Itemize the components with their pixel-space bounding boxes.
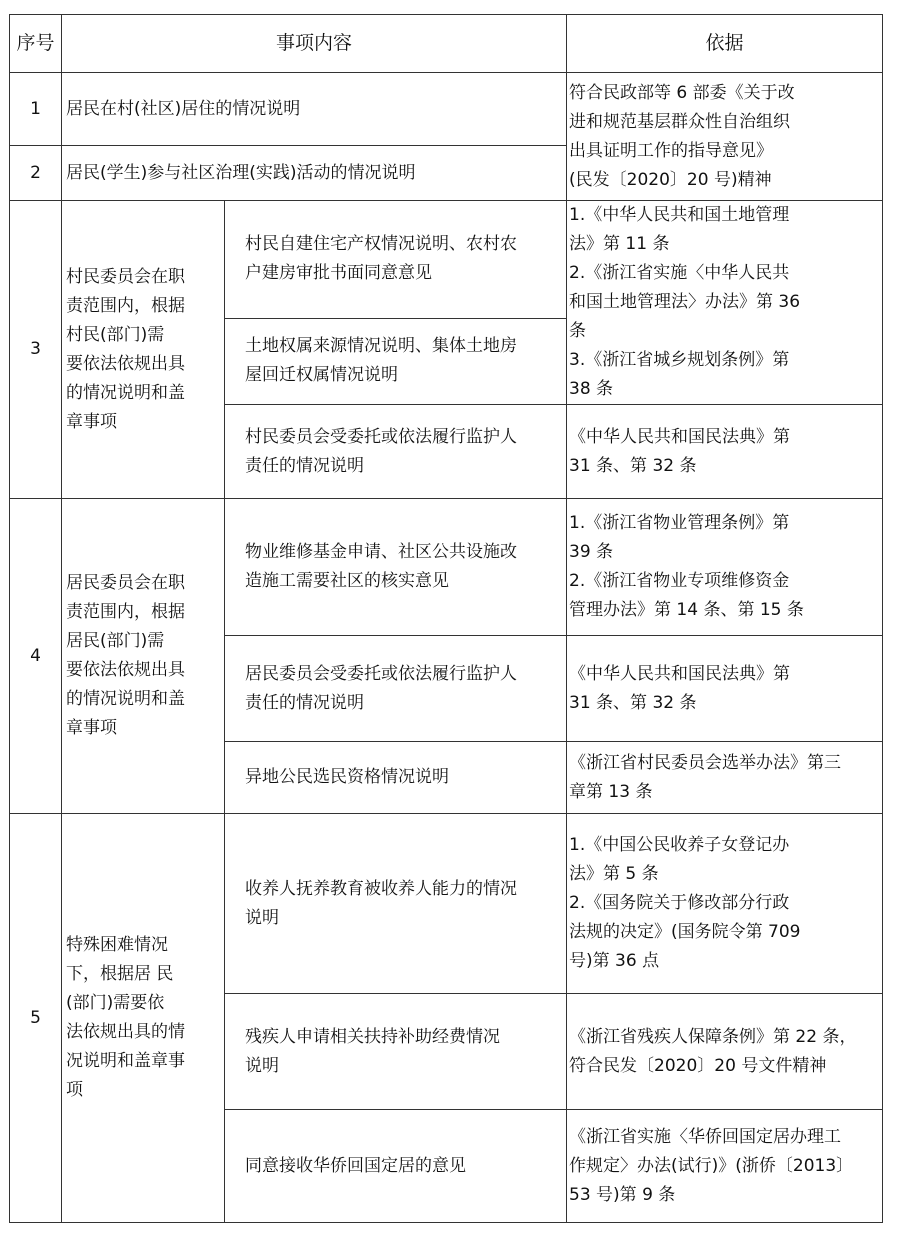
basis-cell: 符合民政部等 6 部委《关于改 进和规范基层群众性自治组织 出具证明工作的指导意见》 (民发〔2020〕20 号)精神: [567, 73, 883, 201]
basis-cell: 1.《中华人民共和国土地管理 法》第 11 条 2.《浙江省实施〈中华人民共 和国土地管理法〉办法》第 36 条 3.《浙江省城乡规划条例》第 38 条: [567, 201, 883, 405]
row-number: 5: [10, 814, 62, 1223]
table-row: [10, 814, 883, 994]
table-row: [10, 73, 883, 146]
basis-cell: 《浙江省实施〈华侨回国定居办理工 作规定〉办法(试行)》(浙侨〔2013〕 53 号)第 9 条: [567, 1110, 883, 1223]
basis-cell: 《中华人民共和国民法典》第 31 条、第 32 条: [567, 636, 883, 742]
row-number: 4: [10, 499, 62, 814]
item-cell: 居民委员会受委托或依法履行监护人 责任的情况说明: [225, 636, 567, 742]
table-row: [10, 201, 883, 319]
matters-table: [9, 14, 883, 1223]
row-number: 3: [10, 201, 62, 499]
table-row: [10, 499, 883, 636]
basis-cell: 《浙江省残疾人保障条例》第 22 条， 符合民发〔2020〕20 号文件精神: [567, 994, 883, 1110]
item-cell: 同意接收华侨回国定居的意见: [225, 1110, 567, 1223]
header-no: 序号: [10, 15, 62, 73]
header-item: 事项内容: [62, 15, 567, 73]
row-number: 2: [10, 146, 62, 201]
category-cell: 居民委员会在职 责范围内，根据 居民(部门)需 要依法依规出具 的情况说明和盖 章事项: [62, 499, 225, 814]
header-row: [10, 15, 883, 73]
header-basis: 依据: [567, 15, 883, 73]
basis-cell: 《浙江省村民委员会选举办法》第三 章第 13 条: [567, 742, 883, 814]
item-cell: 居民在村(社区)居住的情况说明: [62, 73, 567, 146]
category-cell: 村民委员会在职 责范围内，根据 村民(部门)需 要依法依规出具 的情况说明和盖 章事项: [62, 201, 225, 499]
item-cell: 收养人抚养教育被收养人能力的情况 说明: [225, 814, 567, 994]
item-cell: 村民自建住宅产权情况说明、农村农 户建房审批书面同意意见: [225, 201, 567, 319]
item-cell: 土地权属来源情况说明、集体土地房 屋回迁权属情况说明: [225, 318, 567, 404]
item-cell: 残疾人申请相关扶持补助经费情况 说明: [225, 994, 567, 1110]
item-cell: 居民(学生)参与社区治理(实践)活动的情况说明: [62, 146, 567, 201]
basis-cell: 1.《中国公民收养子女登记办 法》第 5 条 2.《国务院关于修改部分行政 法规的决定》(国务院令第 709 号)第 36 点: [567, 814, 883, 994]
basis-cell: 1.《浙江省物业管理条例》第 39 条 2.《浙江省物业专项维修资金 管理办法》第 14 条、第 15 条: [567, 499, 883, 636]
item-cell: 物业维修基金申请、社区公共设施改 造施工需要社区的核实意见: [225, 499, 567, 636]
item-cell: 村民委员会受委托或依法履行监护人 责任的情况说明: [225, 405, 567, 499]
category-cell: 特殊困难情况 下，根据居 民 (部门)需要依 法依规出具的情 况说明和盖章事 项: [62, 814, 225, 1223]
row-number: 1: [10, 73, 62, 146]
basis-cell: 《中华人民共和国民法典》第 31 条、第 32 条: [567, 405, 883, 499]
item-cell: 异地公民选民资格情况说明: [225, 742, 567, 814]
